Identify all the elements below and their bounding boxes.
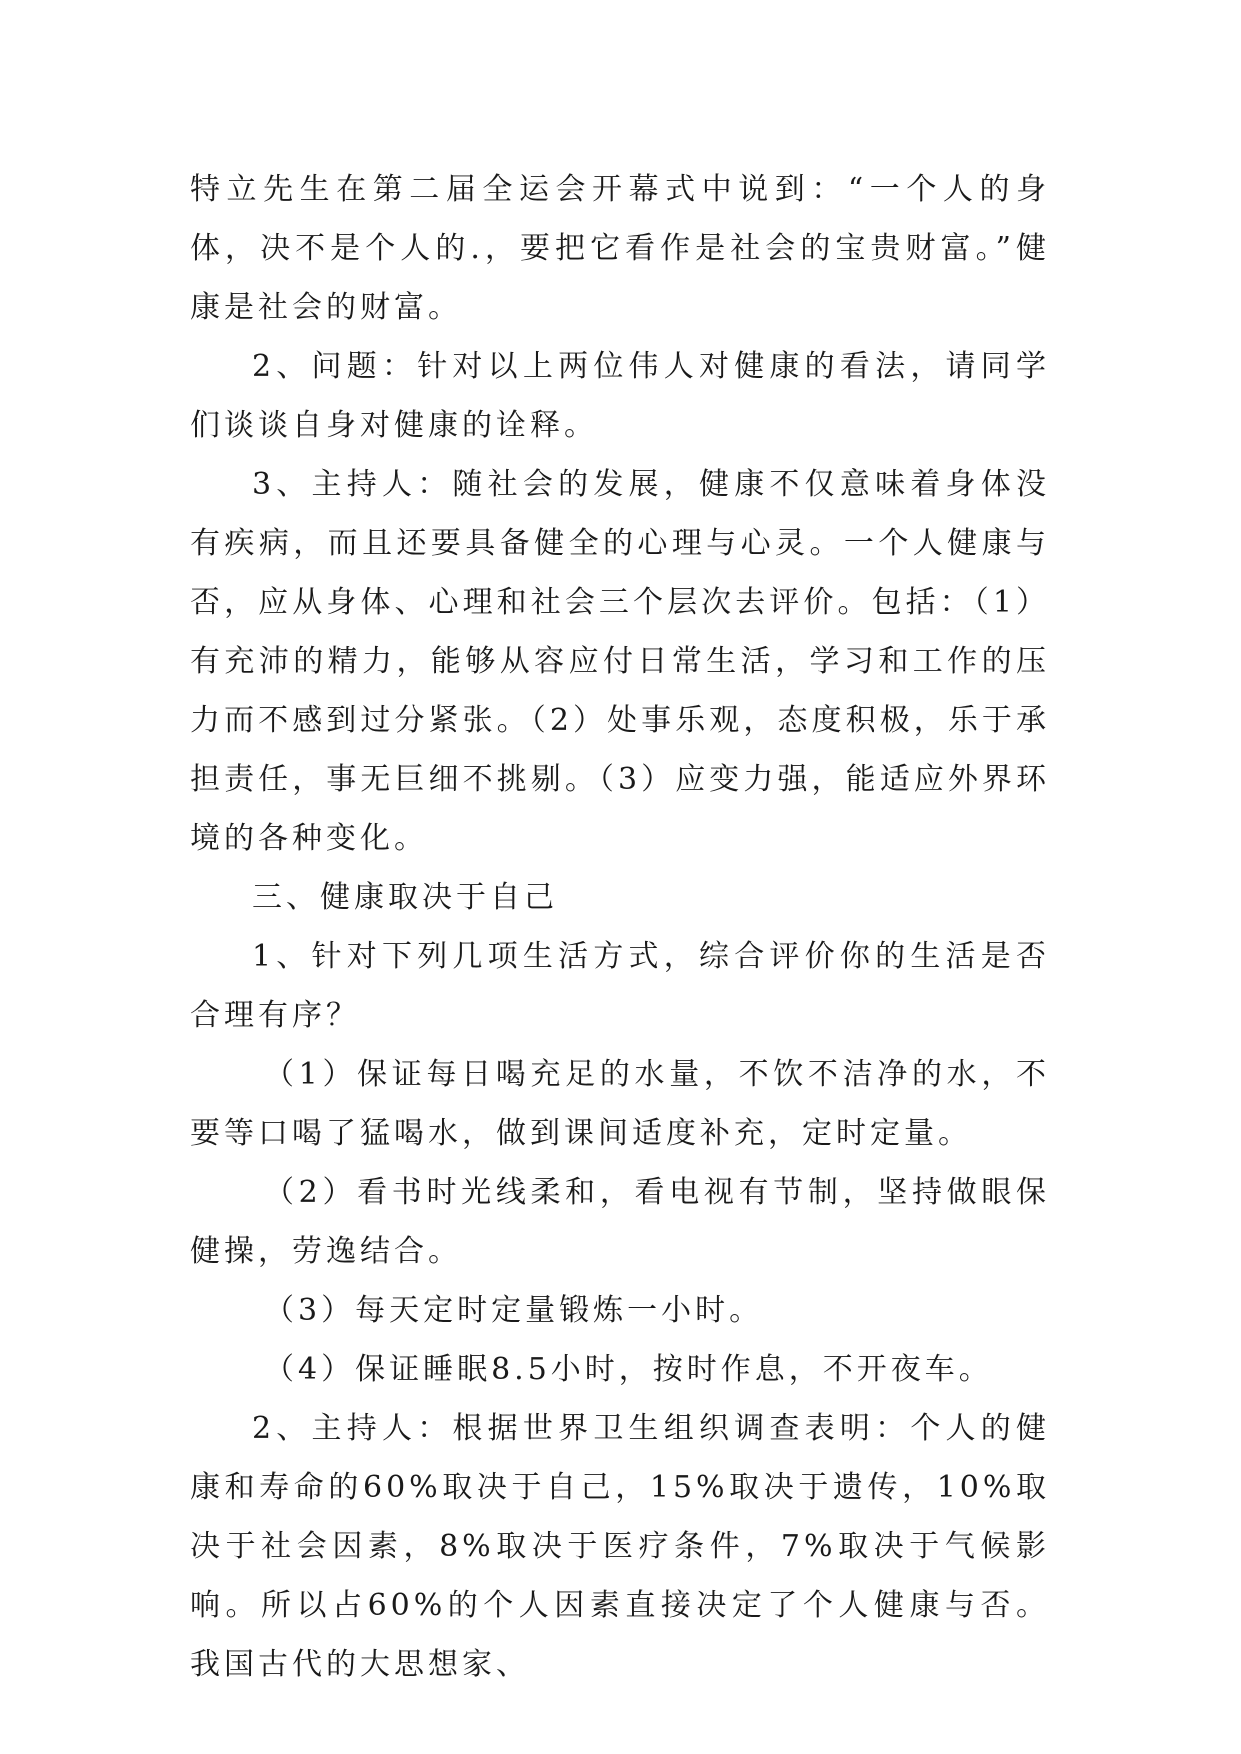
paragraph-2: 2、问题：针对以上两位伟人对健康的看法，请同学们谈谈自身对健康的诠释。	[190, 349, 1050, 443]
document-body	[190, 160, 1050, 1694]
list-item-1: （1）保证每日喝充足的水量，不饮不洁净的水，不要等口喝了猛喝水，做到课间适度补充，定时定量。	[190, 1057, 1050, 1151]
list-item-4: （4）保证睡眠8.5小时，按时作息，不开夜车。	[264, 1352, 993, 1387]
paragraph-10: 2、主持人：根据世界卫生组织调查表明：个人的健康和寿命的60%取决于自己，15%取决于遗传，10%取决于社会因素，8%取决于医疗条件，7%取决于气候影响。所以占60%的个人因素直接决定了个人健康与否。我国古代的大思想家、	[190, 1411, 1050, 1682]
paragraph-5: 1、针对下列几项生活方式，综合评价你的生活是否合理有序？	[190, 939, 1050, 1033]
list-item-3: （3）每天定时定量锻炼一小时。	[264, 1293, 764, 1328]
paragraph-3: 3、主持人：随社会的发展，健康不仅意味着身体没有疾病，而且还要具备健全的心理与心灵。一个人健康与否，应从身体、心理和社会三个层次去评价。包括：（1）有充沛的精力，能够从容应付日常生活，学习和工作的压力而不感到过分紧张。（2）处事乐观，态度积极，乐于承担责任，事无巨细不挑剔。（3）应变力强，能适应外界环境的各种变化。	[190, 467, 1050, 856]
paragraph-1: 特立先生在第二届全运会开幕式中说到：“一个人的身体，决不是个人的.，要把它看作是社会的宝贵财富。”健康是社会的财富。	[190, 172, 1050, 325]
list-item-2: （2）看书时光线柔和，看电视有节制，坚持做眼保健操，劳逸结合。	[190, 1175, 1050, 1269]
section-heading: 三、健康取决于自己	[252, 880, 558, 915]
